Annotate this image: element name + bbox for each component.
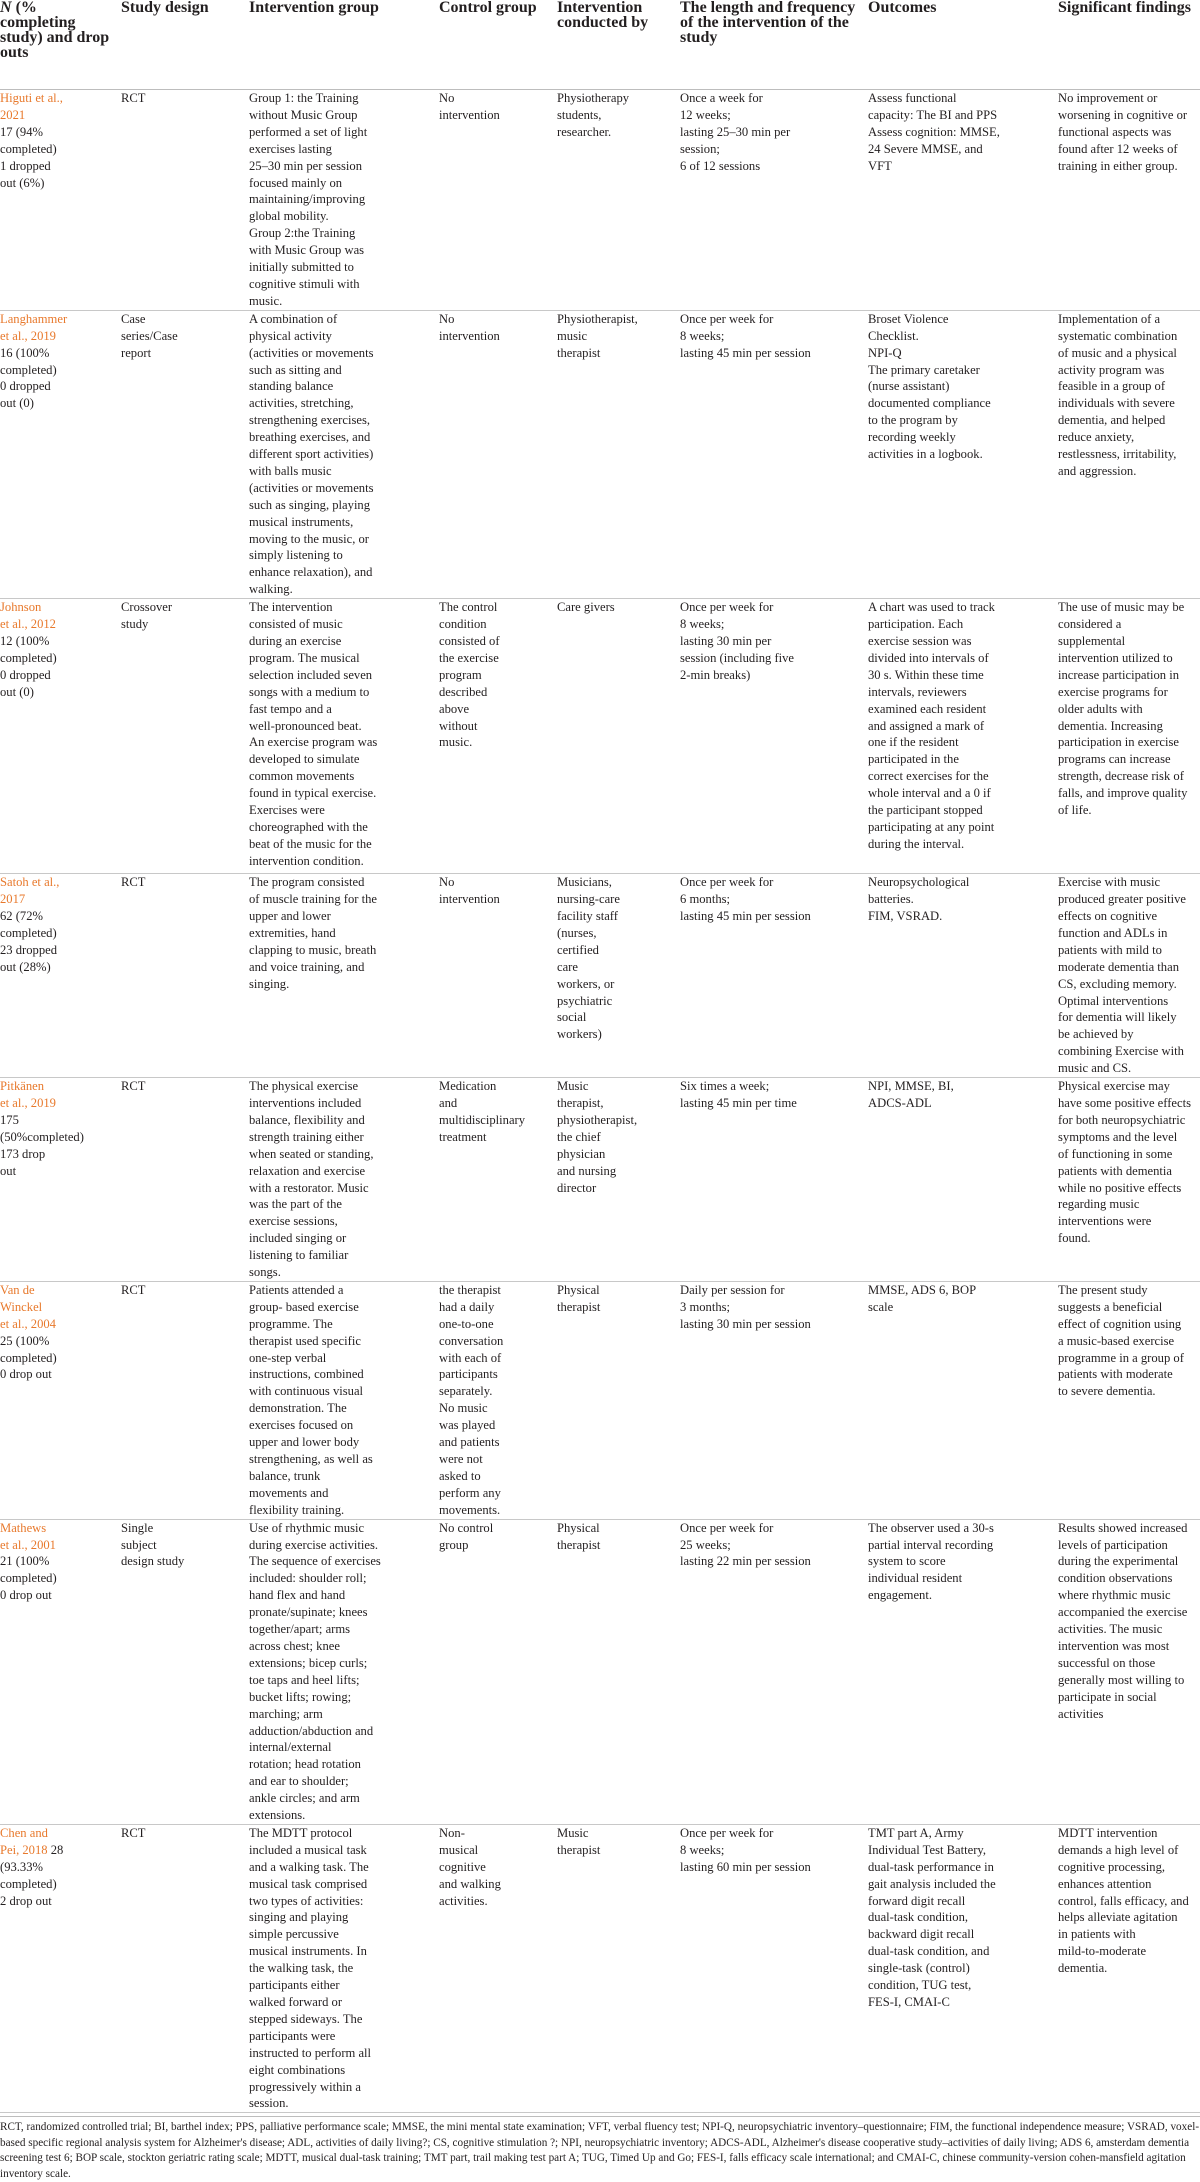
table-body bbox=[0, 90, 1200, 2113]
cell-intervention: The MDTT protocol included a musical task and a walking task. The musical task comprised two types of activities: singing and playing simple percussive musical instruments. In the walking task, the participants either walked forward or stepped sideways. The participants were instructed to perform all eight combinations progressively within a session. bbox=[249, 1824, 439, 2112]
cell-design: RCT bbox=[121, 874, 249, 1078]
header-significant-findings: Significant findings bbox=[1058, 0, 1200, 90]
cell-outcomes: Neuropsychological batteries. FIM, VSRAD. bbox=[868, 874, 1058, 1078]
cell-conducted-by: Music therapist bbox=[557, 1824, 680, 2112]
reference-link[interactable]: Higuti et al., 2021 bbox=[0, 91, 63, 122]
cell-length: Once a week for 12 weeks; lasting 25–30 min per session; 6 of 12 sessions bbox=[680, 90, 868, 311]
cell-n-text: 17 (94% completed) 1 dropped out (6%) bbox=[0, 124, 57, 190]
cell-length: Once per week for 8 weeks; lasting 30 min per session (including five 2-min breaks) bbox=[680, 599, 868, 874]
cell-n bbox=[0, 599, 121, 874]
cell-outcomes: TMT part A, Army Individual Test Battery, dual-task performance in gait analysis included the forward digit recall dual-task condition, backward digit recall dual-task condition, and single-task (control) condition, TUG test, FES-I, CMAI-C bbox=[868, 1824, 1058, 2112]
table-row bbox=[0, 310, 1200, 598]
cell-n bbox=[0, 1078, 121, 1282]
reference-link[interactable]: Johnson et al., 2012 bbox=[0, 600, 56, 632]
cell-design: RCT bbox=[121, 1078, 249, 1282]
cell-design: RCT bbox=[121, 90, 249, 311]
table-row bbox=[0, 874, 1200, 1078]
cell-n-text: 21 (100% completed) 0 drop out bbox=[0, 1554, 57, 1603]
cell-findings: Implementation of a systematic combination of music and a physical activity program was feasible in a group of individuals with severe dementia, and helped reduce anxiety, restlessness, irritability, and aggression. bbox=[1058, 310, 1200, 598]
cell-findings: Physical exercise may have some positive effects for both neuropsychiatric symptoms and the level of functioning in some patients with dementia while no positive effects regarding music interventions were found. bbox=[1058, 1078, 1200, 1282]
cell-n bbox=[0, 90, 121, 311]
cell-design: Crossover study bbox=[121, 599, 249, 874]
header-n-italic: N bbox=[0, 0, 12, 16]
cell-conducted-by: Physical therapist bbox=[557, 1281, 680, 1519]
reference-link[interactable]: Van de Winckel et al., 2004 bbox=[0, 1282, 56, 1331]
cell-control: No intervention bbox=[439, 874, 557, 1078]
cell-intervention: The program consisted of muscle training for the upper and lower extremities, hand clapping to music, breath and voice training, and singing. bbox=[249, 874, 439, 1078]
cell-findings: MDTT intervention demands a high level of cognitive processing, enhances attention control, falls efficacy, and helps alleviate agitation in patients with mild-to-moderate dementia. bbox=[1058, 1824, 1200, 2112]
table-footnote: RCT, randomized controlled trial; BI, barthel index; PPS, palliative performance scale; MMSE, the mini mental state examination; VFT, verbal fluency test; NPI-Q, neuropsychiatric inventory–questionnaire; FIM, the functional independence measure; VSRAD, voxel-based specific regional analysis system for Alzheimer's disease; ADL, activities of daily living?; CS, cognitive stimulation ?; NPI, neuropsychiatric inventory; ADCS-ADL, Alzheimer's disease cooperative study–activities of daily living; ADS 6, amsterdam dementia screening test 6; BOP scale, stockton geriatric rating scale; MDTT, musical dual-task training; TMT part, trail making test part A; TUG, Timed Up and Go; FES-I, falls efficacy scale international; and CMAI-C, chinese community-version cohen-mansfield agitation inventory scale. bbox=[0, 2116, 1200, 2182]
cell-design: Single subject design study bbox=[121, 1519, 249, 1824]
cell-n bbox=[0, 1519, 121, 1824]
cell-conducted-by: Physiotherapy students, researcher. bbox=[557, 90, 680, 311]
table-row bbox=[0, 1078, 1200, 1282]
table-row bbox=[0, 1519, 1200, 1824]
header-length-frequency: The length and frequency of the intervention of the study bbox=[680, 0, 868, 90]
cell-control: The control condition consisted of the exercise program described above without music. bbox=[439, 599, 557, 874]
cell-intervention: Use of rhythmic music during exercise activities. The sequence of exercises included: shoulder roll; hand flex and hand pronate/supinate; knees together/apart; arms across chest; knee extensions; bicep curls; toe taps and heel lifts; bucket lifts; rowing; marching; arm adduction/abduction and internal/external rotation; head rotation and ear to shoulder; ankle circles; and arm extensions. bbox=[249, 1519, 439, 1824]
cell-length: Once per week for 8 weeks; lasting 45 min per session bbox=[680, 310, 868, 598]
cell-n bbox=[0, 1281, 121, 1519]
header-row bbox=[0, 0, 1200, 90]
table-row bbox=[0, 599, 1200, 874]
cell-findings: The present study suggests a beneficial effect of cognition using a music-based exercise programme in a group of patients with moderate to severe dementia. bbox=[1058, 1281, 1200, 1519]
cell-length: Six times a week; lasting 45 min per time bbox=[680, 1078, 868, 1282]
cell-length: Daily per session for 3 months; lasting 30 min per session bbox=[680, 1281, 868, 1519]
cell-conducted-by: Physical therapist bbox=[557, 1519, 680, 1824]
cell-design: RCT bbox=[121, 1281, 249, 1519]
cell-n-text: 62 (72% completed) 23 dropped out (28%) bbox=[0, 909, 58, 974]
cell-design: RCT bbox=[121, 1824, 249, 2112]
cell-length: Once per week for 6 months; lasting 45 min per session bbox=[680, 874, 868, 1078]
cell-intervention: Group 1: the Training without Music Group performed a set of light exercises lasting 25–30 min per session focused mainly on maintaining/improving global mobility. Group 2:the Training with Music Group was initially submitted to cognitive stimuli with music. bbox=[249, 90, 439, 311]
cell-outcomes: The observer used a 30-s partial interval recording system to score individual resident engagement. bbox=[868, 1519, 1058, 1824]
cell-outcomes: MMSE, ADS 6, BOP scale bbox=[868, 1281, 1058, 1519]
cell-findings: No improvement or worsening in cognitive or functional aspects was found after 12 weeks of training in either group. bbox=[1058, 90, 1200, 311]
cell-outcomes: Assess functional capacity: The BI and PPS Assess cognition: MMSE, 24 Severe MMSE, and VFT bbox=[868, 90, 1058, 311]
cell-intervention: Patients attended a group- based exercise programme. The therapist used specific one-step verbal instructions, combined with continuous visual demonstration. The exercises focused on upper and lower body strengthening, as well as balance, trunk movements and flexibility training. bbox=[249, 1281, 439, 1519]
table-header bbox=[0, 0, 1200, 90]
header-control-group: Control group bbox=[439, 0, 557, 90]
reference-link[interactable]: Chen and Pei, 2018 bbox=[0, 1825, 48, 1857]
cell-n bbox=[0, 310, 121, 598]
cell-intervention: A combination of physical activity (activities or movements such as sitting and standing balance activities, stretching, strengthening exercises, breathing exercises, and different sport activities) with balls music (activities or movements such as singing, playing musical instruments, moving to the music, or simply listening to enhance relaxation), and walking. bbox=[249, 310, 439, 598]
header-n-rest: (% completing study) and drop outs bbox=[0, 0, 110, 61]
table-row bbox=[0, 1824, 1200, 2112]
table-row bbox=[0, 90, 1200, 311]
cell-n-text: 12 (100% completed) 0 dropped out (0) bbox=[0, 634, 57, 699]
cell-intervention: The physical exercise interventions included balance, flexibility and strength training either when seated or standing, relaxation and exercise with a restorator. Music was the part of the exercise sessions, included singing or listening to familiar songs. bbox=[249, 1078, 439, 1282]
cell-control: No control group bbox=[439, 1519, 557, 1824]
cell-control: No intervention bbox=[439, 310, 557, 598]
cell-findings: The use of music may be considered a supplemental intervention utilized to increase participation in exercise programs for older adults with dementia. Increasing participation in exercise programs can increase strength, decrease risk of falls, and improve quality of life. bbox=[1058, 599, 1200, 874]
cell-control: the therapist had a daily one-to-one conversation with each of participants separately. No music was played and patients were not asked to perform any movements. bbox=[439, 1281, 557, 1519]
cell-length: Once per week for 25 weeks; lasting 22 min per session bbox=[680, 1519, 868, 1824]
cell-conducted-by: Care givers bbox=[557, 599, 680, 874]
cell-length: Once per week for 8 weeks; lasting 60 min per session bbox=[680, 1824, 868, 2112]
table-row bbox=[0, 1281, 1200, 1519]
cell-control: Medication and multidisciplinary treatment bbox=[439, 1078, 557, 1282]
cell-outcomes: NPI, MMSE, BI, ADCS-ADL bbox=[868, 1078, 1058, 1282]
header-conducted-by: Intervention conducted by bbox=[557, 0, 680, 90]
reference-link[interactable]: Satoh et al., 2017 bbox=[0, 875, 60, 907]
header-intervention-group: Intervention group bbox=[249, 0, 439, 90]
header-study-design: Study design bbox=[121, 0, 249, 90]
cell-conducted-by: Physiotherapist, music therapist bbox=[557, 310, 680, 598]
cell-control: Non- musical cognitive and walking activities. bbox=[439, 1824, 557, 2112]
cell-intervention: The intervention consisted of music during an exercise program. The musical selection included seven songs with a medium to fast tempo and a well-pronounced beat. An exercise program was developed to simulate common movements found in typical exercise. Exercises were choreographed with the beat of the music for the intervention condition. bbox=[249, 599, 439, 874]
header-outcomes: Outcomes bbox=[868, 0, 1058, 90]
reference-link[interactable]: Pitkänen et al., 2019 bbox=[0, 1079, 56, 1110]
cell-findings: Exercise with music produced greater positive effects on cognitive function and ADLs in patients with mild to moderate dementia than CS, excluding memory. Optimal interventions for dementia will likely be achieved by combining Exercise with music and CS. bbox=[1058, 874, 1200, 1078]
cell-n-text: 16 (100% completed) 0 dropped out (0) bbox=[0, 345, 57, 411]
cell-design: Case series/Case report bbox=[121, 310, 249, 598]
cell-n-text: 25 (100% completed) 0 drop out bbox=[0, 1333, 57, 1382]
cell-outcomes: A chart was used to track participation. Each exercise session was divided into intervals of 30 s. Within these time intervals, reviewers examined each resident and assigned a mark of one if the resident participated in the correct exercises for the whole interval and a 0 if the participant stopped participating at any point during the interval. bbox=[868, 599, 1058, 874]
cell-n-text: 175 (50%completed) 173 drop out bbox=[0, 1112, 84, 1178]
cell-n bbox=[0, 1824, 121, 2112]
cell-conducted-by: Musicians, nursing-care facility staff (nurses, certified care workers, or psychiatric social workers) bbox=[557, 874, 680, 1078]
cell-n-text: 28 (93.33% completed) 2 drop out bbox=[0, 1842, 64, 1908]
reference-link[interactable]: Langhammer et al., 2019 bbox=[0, 311, 68, 343]
cell-findings: Results showed increased levels of participation during the experimental condition observations where rhythmic music accompanied the exercise activities. The music intervention was most successful on those generally most willing to participate in social activities bbox=[1058, 1519, 1200, 1824]
header-n-completing bbox=[0, 0, 121, 90]
cell-conducted-by: Music therapist, physiotherapist, the chief physician and nursing director bbox=[557, 1078, 680, 1282]
cell-n bbox=[0, 874, 121, 1078]
cell-outcomes: Broset Violence Checklist. NPI-Q The primary caretaker (nurse assistant) documented compliance to the program by recording weekly activities in a logbook. bbox=[868, 310, 1058, 598]
reference-link[interactable]: Mathews et al., 2001 bbox=[0, 1520, 56, 1552]
cell-control: No intervention bbox=[439, 90, 557, 311]
